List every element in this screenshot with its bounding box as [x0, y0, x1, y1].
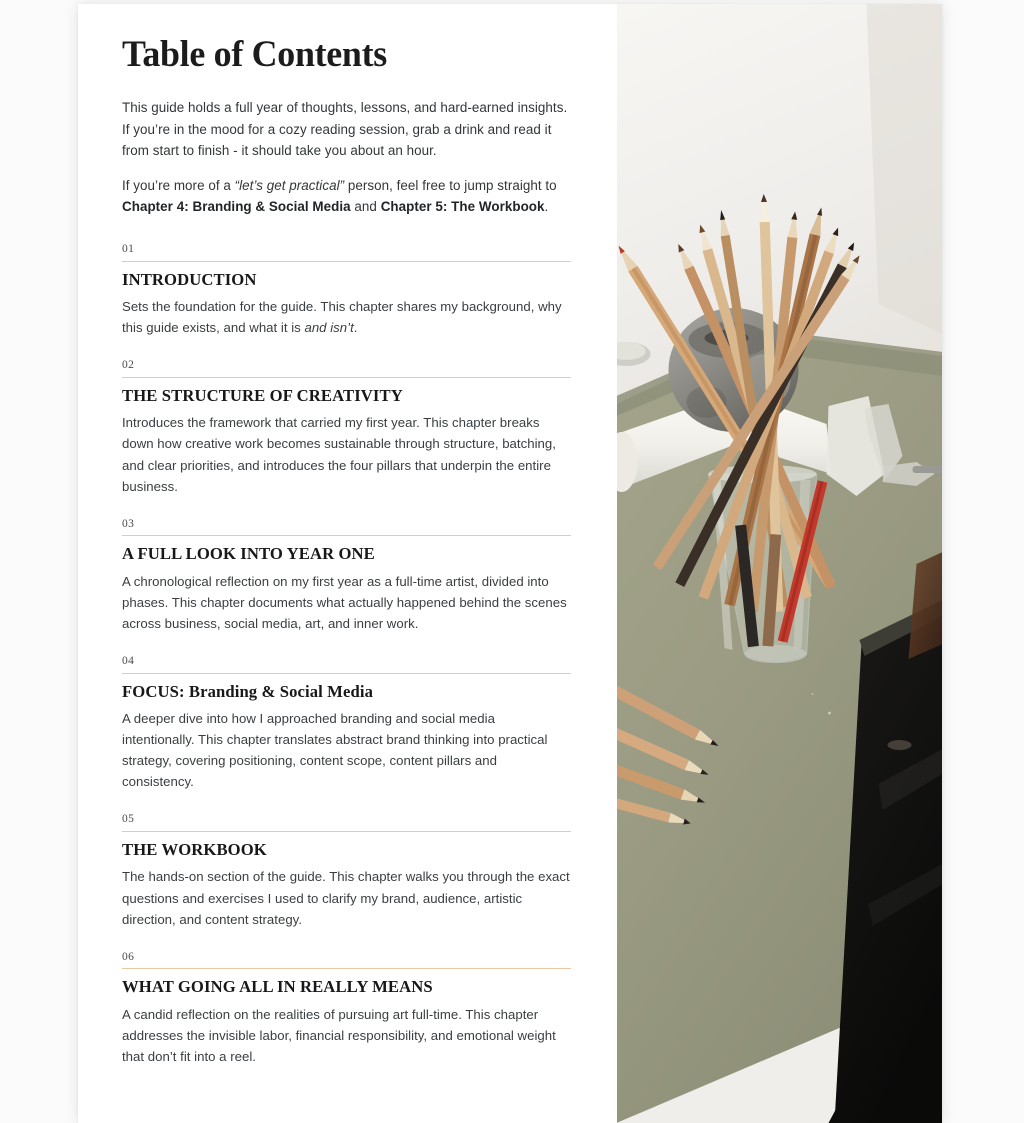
chapter-description-lead: Sets the foundation for the guide. This chapter shares my background, why this guide exists, and what it is [122, 299, 562, 336]
pencils-photo-illustration [617, 4, 942, 1123]
chapter-description-emphasis: and isn’t [304, 320, 354, 336]
chapter-description [122, 296, 571, 338]
chapter-divider [122, 968, 571, 969]
chapter-entry[interactable] [122, 360, 571, 496]
chapter-number: 02 [122, 359, 135, 372]
chapter-divider [122, 831, 571, 832]
chapter-title: WHAT GOING ALL IN REALLY MEANS [122, 977, 433, 997]
chapter-number: 01 [122, 243, 135, 256]
chapter-entry[interactable] [122, 519, 571, 634]
chapter-divider [122, 535, 571, 536]
chapter-description: A candid reflection on the realities of pursuing art full-time. This chapter addresses the invisible labor, financial responsibility, and emotional weight that don’t fit into a reel. [122, 1006, 556, 1064]
chapter-reference-5[interactable]: Chapter 5: The Workbook [380, 199, 545, 215]
chapter-description: A deeper dive into how I approached branding and social media intentionally. This chapter translates abstract brand thinking into practical strategy, covering positioning, content scope, content pillars and consistency. [122, 710, 548, 790]
chapter-number: 03 [122, 517, 135, 530]
chapter-description: The hands-on section of the guide. This chapter walks you through the exact questions and exercises I used to clarify my brand, audience, artistic direction, and content strategy. [122, 869, 570, 927]
chapter-description: Introduces the framework that carried my first year. This chapter breaks down how creative work becomes sustainable through structure, batching, and clear priorities, and introduces the four pillars that underpin the entire business. [122, 415, 556, 494]
document-page [78, 4, 942, 1123]
pencils-photograph [617, 4, 942, 1123]
chapter-divider [122, 261, 571, 262]
intro-paragraph: This guide holds a full year of thoughts, lessons, and hard-earned insights. If you’re in the mood for a cozy reading session, grab a drink and read it from start to finish - it should take you about an hour. [122, 100, 568, 158]
chapter-title: A FULL LOOK INTO YEAR ONE [122, 544, 375, 564]
chapter-title: INTRODUCTION [122, 269, 257, 289]
chapter-description-tail: . [353, 320, 358, 336]
chapter-number: 05 [122, 813, 135, 826]
chapter-divider [122, 377, 571, 378]
page-title: Table of Contents [122, 34, 387, 75]
chapter-entry[interactable] [122, 244, 571, 338]
chapter-entry[interactable] [122, 952, 571, 1067]
practical-conjunction: and [350, 199, 381, 215]
practical-lead: If you’re more of a [122, 177, 235, 193]
chapter-divider [122, 673, 571, 674]
practical-middle: person, feel free to jump straight to [344, 177, 557, 193]
toc-content-column [78, 4, 617, 1123]
chapter-title: THE WORKBOOK [122, 839, 267, 859]
chapter-entry[interactable] [122, 814, 571, 929]
chapter-entry[interactable] [122, 656, 571, 792]
chapter-title: FOCUS: Branding & Social Media [122, 681, 374, 701]
chapter-list [122, 244, 571, 1067]
practical-quote: “let’s get practical” [234, 177, 345, 193]
chapter-number: 06 [122, 950, 135, 963]
chapter-reference-4[interactable]: Chapter 4: Branding & Social Media [122, 199, 351, 215]
practical-paragraph [122, 175, 571, 217]
chapter-title: THE STRUCTURE OF CREATIVITY [122, 385, 403, 405]
chapter-description: A chronological reflection on my first year as a full-time artist, divided into phases. This chapter documents what actually happened behind the scenes across business, social media, art, and inner work. [122, 573, 567, 631]
chapter-number: 04 [122, 655, 135, 668]
practical-tail: . [544, 199, 549, 215]
